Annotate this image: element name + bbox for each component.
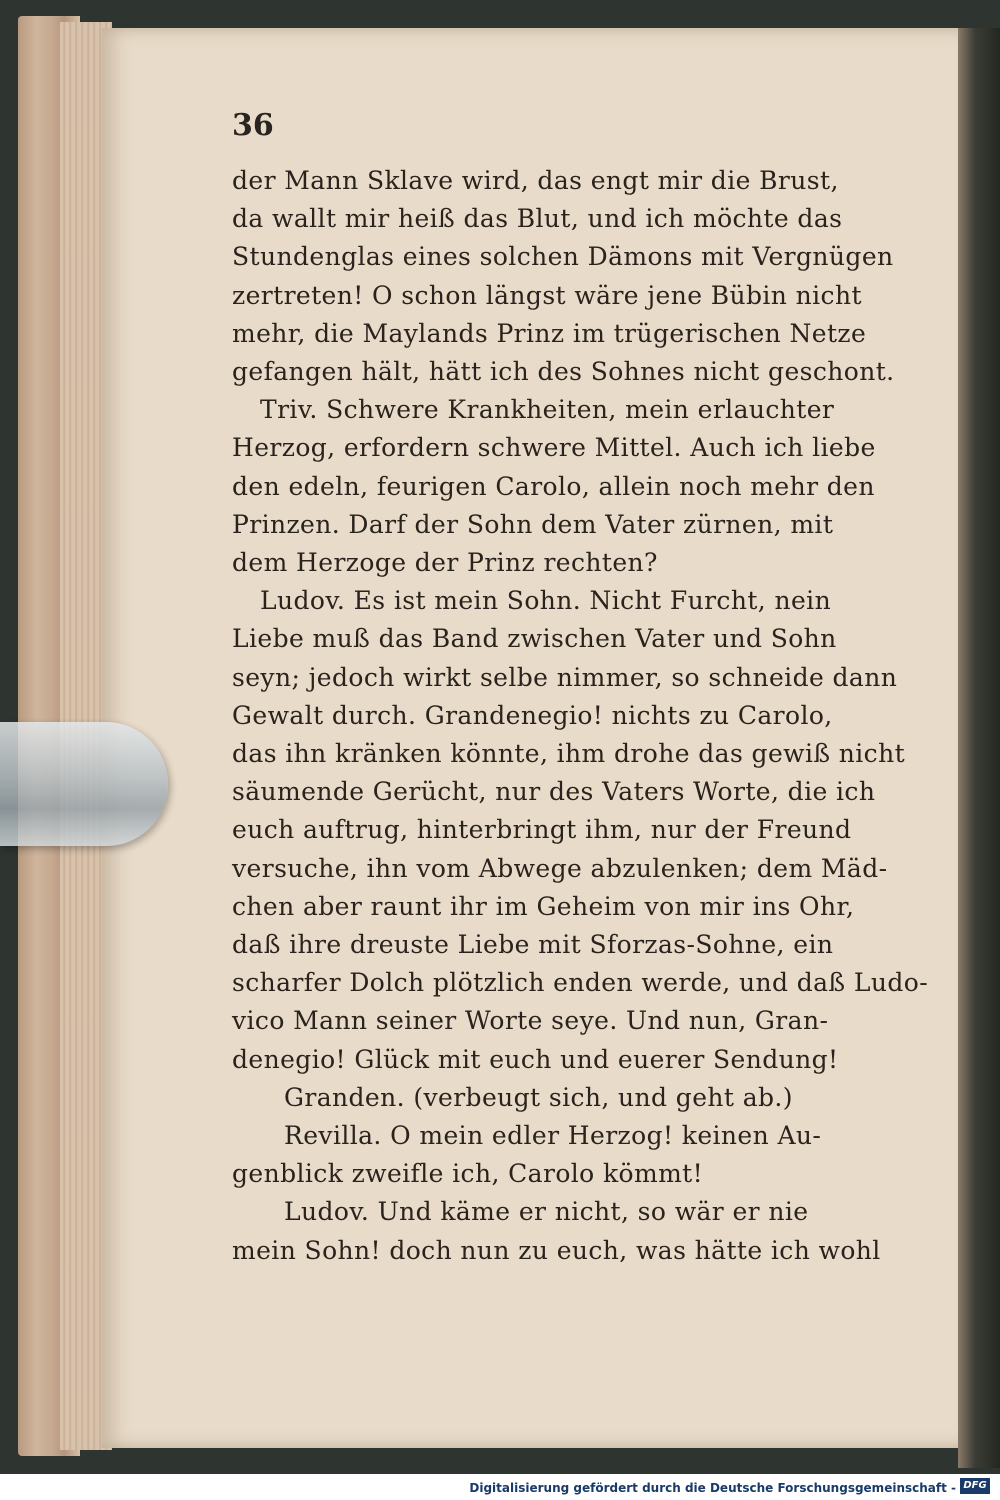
text-line: das ihn kränken könnte, ihm drohe das gewiß nicht	[232, 739, 906, 768]
text-line: vico Mann seiner Worte seye. Und nun, Gran-	[232, 1006, 829, 1036]
book-spine-shadow	[958, 28, 1000, 1468]
text-line: Stundenglas eines solchen Dämons mit Vergnügen	[232, 242, 894, 272]
text-line: mehr, die Maylands Prinz im trügerischen Netze	[232, 318, 867, 348]
text-line: Triv. Schwere Krankheiten, mein erlauchter	[260, 395, 835, 425]
text-line: seyn; jedoch wirkt selbe nimmer, so schneide dann	[232, 662, 898, 692]
text-line: Gewalt durch. Grandenegio! nichts zu Carolo,	[232, 700, 833, 730]
text-line: Prinzen. Darf der Sohn dem Vater zürnen, mit	[232, 509, 834, 539]
text-line: mein Sohn! doch nun zu euch, was hätte ich wohl	[232, 1235, 881, 1265]
text-line: Revilla. O mein edler Herzog! keinen Au-	[284, 1121, 822, 1150]
text-line: Ludov. Es ist mein Sohn. Nicht Furcht, nein	[260, 586, 832, 616]
page-number: 36	[232, 108, 274, 143]
text-line: Liebe muß das Band zwischen Vater und Sohn	[232, 624, 837, 654]
page-clip	[0, 722, 168, 846]
text-line: der Mann Sklave wird, das engt mir die Brust,	[232, 166, 839, 195]
text-line: genblick zweifle ich, Carolo kömmt!	[232, 1159, 704, 1189]
text-line: Ludov. Und käme er nicht, so wär er nie	[284, 1197, 809, 1227]
text-line: dem Herzoge der Prinz rechten?	[232, 548, 658, 577]
text-line: denegio! Glück mit euch und euerer Sendung!	[232, 1044, 839, 1074]
text-line: daß ihre dreuste Liebe mit Sforzas-Sohne, ein	[232, 930, 834, 959]
text-line: euch auftrug, hinterbringt ihm, nur der Freund	[232, 815, 852, 845]
text-line: gefangen hält, hätt ich des Sohnes nicht geschont.	[232, 357, 895, 386]
text-line: da wallt mir heiß das Blut, und ich möchte das	[232, 204, 843, 234]
text-line: versuche, ihn vom Abwege abzulenken; dem Mäd-	[232, 853, 888, 883]
text-line: den edeln, feurigen Carolo, allein noch mehr den	[232, 471, 875, 501]
text-line: zertreten! O schon längst wäre jene Bübin nicht	[232, 280, 862, 310]
text-line: Herzog, erfordern schwere Mittel. Auch ich liebe	[232, 433, 876, 463]
footer-credit: Digitalisierung gefördert durch die Deutsche Forschungsgemeinschaft -	[469, 1481, 956, 1495]
text-line: säumende Gerücht, nur des Vaters Worte, die ich	[232, 777, 876, 807]
text-line: chen aber raunt ihr im Geheim von mir ins Ohr,	[232, 891, 855, 921]
text-line: scharfer Dolch plötzlich enden werde, und daß Ludo-	[232, 968, 929, 998]
dfg-logo: DFG	[960, 1478, 990, 1494]
text-line: Granden. (verbeugt sich, und geht ab.)	[284, 1082, 793, 1112]
